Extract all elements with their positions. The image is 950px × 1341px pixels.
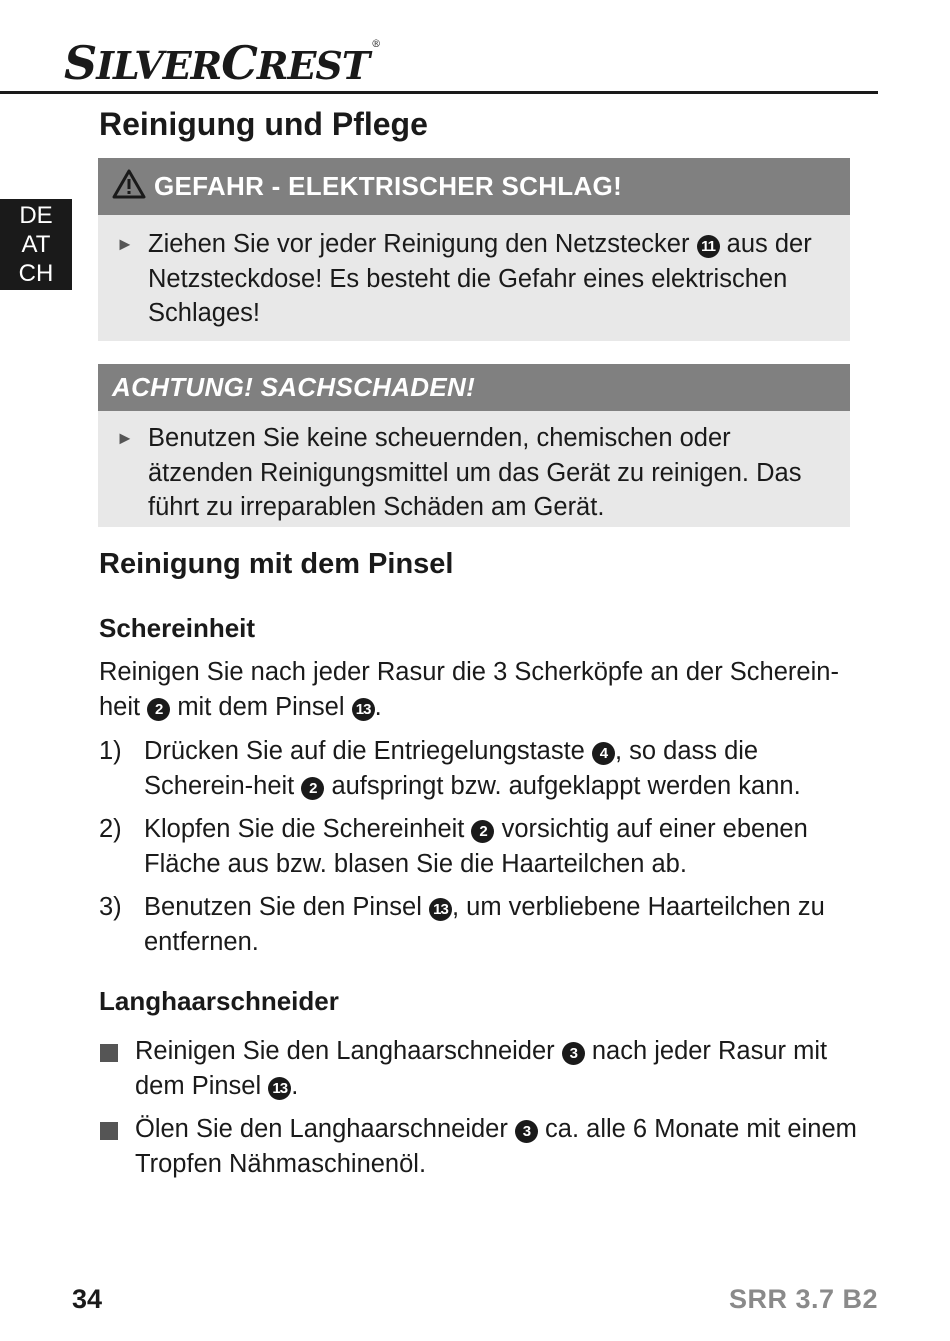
- list-item: Reinigen Sie den Langhaarschneider 3 nach jeder Rasur mit dem Pinsel 13 .: [99, 1034, 859, 1104]
- step-item: 3) Benutzen Sie den Pinsel 13 , um verbliebene Haarteilchen zu entfernen.: [99, 890, 859, 960]
- language-de: DE: [19, 202, 53, 229]
- caution-box: [98, 364, 850, 527]
- arrow-bullet-icon: ►: [116, 234, 134, 254]
- reference-circle: 11: [697, 235, 720, 258]
- step-item: 2) Klopfen Sie die Schereinheit 2 vorsichtig auf einer ebenen Fläche aus bzw. blasen Sie die Haarteilchen ab.: [99, 812, 859, 882]
- model-number: SRR 3.7 B2: [728, 1284, 878, 1314]
- arrow-bullet-icon: ►: [116, 428, 134, 448]
- step-number: 2): [99, 815, 122, 843]
- list-item: Ölen Sie den Langhaarschneider 3 ca. alle 6 Monate mit einem Tropfen Nähmaschinenöl.: [99, 1112, 859, 1182]
- danger-box-title: GEFAHR - ELEKTRISCHER SCHLAG!: [154, 171, 623, 201]
- square-bullet-icon: [100, 1122, 118, 1140]
- subsection-title: Reinigung mit dem Pinsel: [99, 548, 454, 580]
- danger-box: [98, 158, 850, 341]
- section-title: Reinigung und Pflege: [99, 106, 428, 142]
- reference-circle: 3: [562, 1042, 585, 1065]
- reference-circle: 13: [429, 898, 452, 921]
- language-at: AT: [21, 231, 51, 258]
- step-number: 1): [99, 737, 122, 765]
- caution-box-header: [98, 364, 850, 411]
- danger-box-body: ► Ziehen Sie vor jeder Reinigung den Netzstecker 11 aus der Netzsteckdose! Es besteht die Gefahr eines elektrischen Schlages!: [98, 215, 850, 341]
- shaver-heading: Schereinheit: [99, 613, 256, 643]
- trimmer-heading: Langhaarschneider: [99, 986, 339, 1016]
- caution-box-body: ► Benutzen Sie keine scheuernden, chemischen oder ätzenden Reinigungsmittel um das Gerät zu reinigen. Das führt zu irreparablen Schäden am Gerät.: [98, 411, 850, 535]
- reference-circle: 13: [352, 698, 375, 721]
- warning-triangle-icon: [112, 169, 146, 204]
- language-ch: CH: [18, 260, 54, 287]
- intro-paragraph: Reinigen Sie nach jeder Rasur die 3 Scherköpfe an der Scherein-heit 2 mit dem Pinsel 13 .: [99, 658, 839, 721]
- danger-box-header: [98, 158, 850, 215]
- square-bullet-icon: [100, 1044, 118, 1062]
- reference-circle: 2: [147, 698, 170, 721]
- silvercrest-logo: SILVERCREST ®: [64, 36, 381, 90]
- reference-circle: 13: [268, 1077, 291, 1100]
- page-number: 34: [72, 1284, 103, 1314]
- reference-circle: 3: [515, 1120, 538, 1143]
- reference-circle: 4: [592, 742, 615, 765]
- step-item: 1) Drücken Sie auf die Entriegelungstaste 4 , so dass die Scherein-heit 2 aufspringt bzw. aufgeklappt werden kann.: [99, 734, 859, 804]
- step-number: 3): [99, 893, 122, 921]
- language-tab: [0, 199, 72, 290]
- reference-circle: 2: [301, 777, 324, 800]
- caution-box-title: ACHTUNG! SACHSCHADEN!: [112, 372, 476, 402]
- reference-circle: 2: [471, 820, 494, 843]
- header-rule: [0, 91, 878, 94]
